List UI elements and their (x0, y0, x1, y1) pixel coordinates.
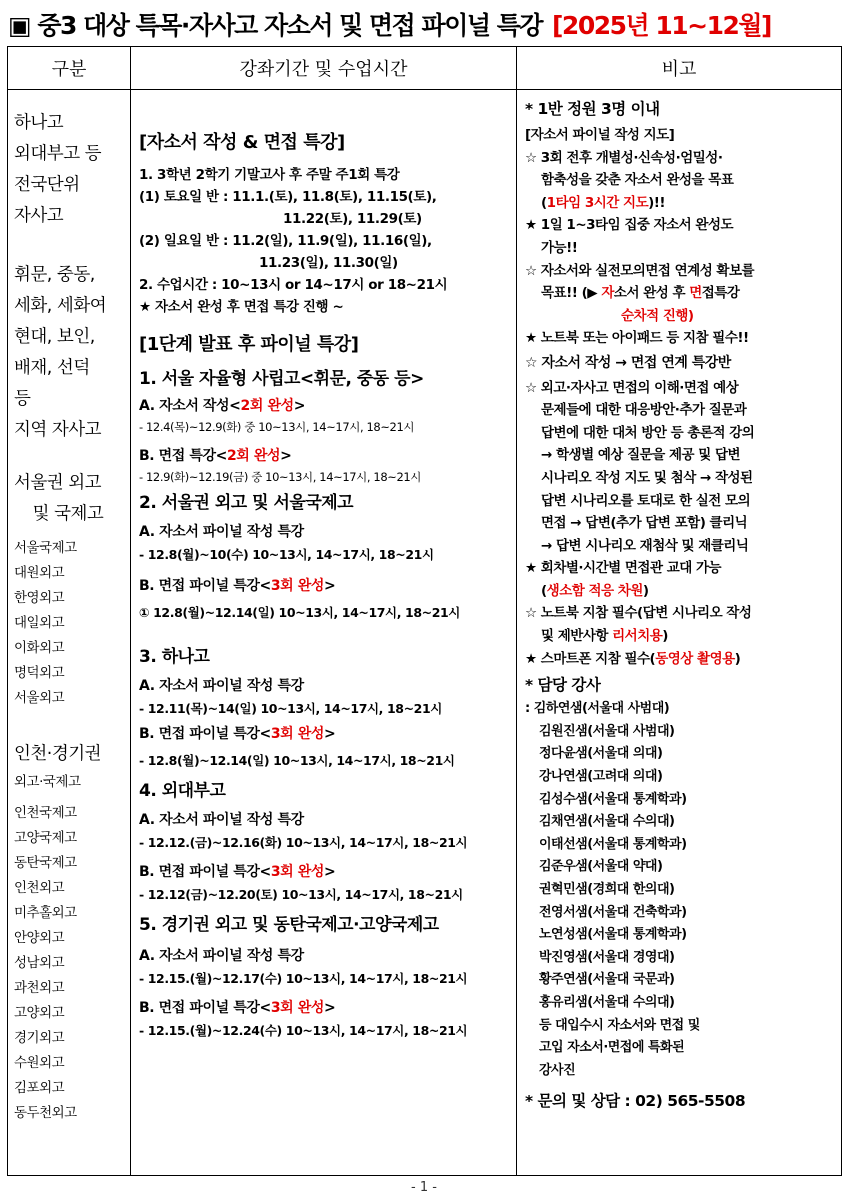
list-item: 미추홀외고 (14, 905, 77, 921)
header-category: 구분 (8, 47, 131, 90)
note-line: [자소서 파이널 작성 지도] (525, 127, 675, 143)
note-line: 답변에 대한 대처 방안 등 총론적 강의 (541, 424, 755, 441)
list-item: 하나고 (14, 113, 64, 133)
course-item: B. 면접 파이널 특강<3회 완성> (139, 864, 336, 880)
list-item: 인천외고 (14, 880, 65, 896)
course-time: - 12.15.(월)~12.17(수) 10~13시, 14~17시, 18~21시 (139, 971, 468, 986)
section-title: [1단계 발표 후 파이널 특강] (139, 334, 359, 355)
note-line: 및 제반사항 리서치용) (541, 628, 668, 645)
course-heading: 5. 경기권 외고 및 동탄국제고·고양국제고 (139, 915, 439, 935)
group-title: 인천·경기권 (14, 744, 102, 764)
note-line: 순차적 진행) (621, 307, 694, 324)
note-line: ☆ 자소서 작성 → 면접 연계 특강반 (525, 354, 731, 371)
course-heading: 3. 하나고 (139, 647, 210, 667)
schedule-line: 11.22(토), 11.29(토) (283, 211, 422, 227)
course-time: - 12.11(목)~14(일) 10~13시, 14~17시, 18~21시 (139, 701, 442, 716)
note-line: ★ 노트북 또는 아이패드 등 지참 필수!! (525, 330, 749, 347)
title-date: [2025년 11~12월] (552, 11, 771, 40)
course-time: - 12.8(월)~10(수) 10~13시, 14~17시, 18~21시 (139, 547, 434, 562)
table-header-row (8, 47, 842, 90)
note-line: ★ 1일 1~3타임 집중 자소서 완성도 (525, 217, 734, 234)
list-item: 전국단위 (14, 175, 80, 195)
teacher-line: 전영서샘(서울대 건축학과) (539, 904, 687, 920)
list-item: 동두천외고 (14, 1105, 77, 1121)
group-incheon-gyeonggi (14, 739, 130, 1126)
note-line: 함축성을 갖춘 자소서 완성을 목표 (541, 172, 734, 189)
note-line: * 담당 강사 (525, 676, 601, 695)
list-item: 경기외고 (14, 1030, 65, 1046)
teacher-line: 홍유리샘(서울대 수의대) (539, 994, 675, 1010)
list-item: 자사고 (14, 206, 64, 226)
course-item: B. 면접 파이널 특강<3회 완성> (139, 578, 336, 594)
group-regional-schools (14, 260, 130, 446)
list-item: 서울국제고 (14, 540, 77, 556)
group-title: 및 국제고 (32, 504, 104, 524)
group-seoul-foreign (14, 468, 130, 711)
schedule-line: (1) 토요일 반 : 11.1.(토), 11.8(토), 11.15(토), (139, 189, 437, 205)
note-line: ☆ 자소서와 실전모의면접 연계성 확보를 (525, 262, 755, 279)
list-item: 현대, 보인, (14, 327, 95, 347)
group-national-schools (14, 108, 130, 232)
group-title: 서울권 외고 (14, 473, 102, 493)
course-item: B. 면접 특강<2회 완성> (139, 448, 292, 464)
course-item: A. 자소서 작성<2회 완성> (139, 398, 306, 414)
list-item: 대일외고 (14, 615, 65, 631)
table-body-row (8, 90, 842, 1176)
list-item: 동탄국제고 (14, 855, 77, 871)
schedule-line: (2) 일요일 반 : 11.2(일), 11.9(일), 11.16(일), (139, 233, 432, 249)
note-line: ★ 스마트폰 지참 필수(동영상 촬영용) (525, 650, 741, 667)
course-time: - 12.4(목)~12.9(화) 중 10~13시, 14~17시, 18~21시 (139, 420, 415, 434)
note-line: (생소함 적응 차원) (541, 582, 649, 599)
schedule-line: 2. 수업시간 : 10~13시 or 14~17시 or 18~21시 (139, 277, 448, 293)
list-item: 고양국제고 (14, 830, 77, 846)
page-number: - 1 - (411, 1180, 437, 1195)
teacher-line: 김원진샘(서울대 사범대) (539, 723, 675, 739)
list-item: 외대부고 등 (14, 144, 102, 164)
schedule-line: 11.23(일), 11.30(일) (259, 255, 398, 271)
course-time: ① 12.8(월)~12.14(일) 10~13시, 14~17시, 18~21시 (139, 605, 460, 620)
list-item: 배재, 선덕 (14, 358, 90, 378)
teacher-line: 권혁민샘(경희대 한의대) (539, 882, 675, 897)
note-line: ☆ 외고·자사고 면접의 이해·면접 예상 (525, 379, 739, 396)
list-item: 이화외고 (14, 640, 65, 656)
list-item: 등 (14, 389, 31, 409)
teacher-line: 김준우샘(서울대 약대) (539, 859, 663, 875)
course-item: A. 자소서 파이널 작성 특강 (139, 948, 304, 964)
teacher-line: : 김하연샘(서울대 사범대) (525, 701, 670, 717)
list-item: 세화, 세화여 (14, 296, 107, 316)
note-line: 가능!! (541, 239, 578, 256)
section-title: [자소서 작성 & 면접 특강] (139, 132, 345, 153)
note-line: → 답변 시나리오 재첨삭 및 재클리닉 (541, 537, 749, 554)
teacher-line: 김채연샘(서울대 수의대) (539, 814, 675, 830)
teacher-line: 정다윤샘(서울대 의대) (539, 746, 663, 762)
note-line: ☆ 3회 전후 개별성·신속성·엄밀성· (525, 149, 723, 166)
list-item: 한영외고 (14, 590, 65, 606)
course-time: - 12.15.(월)~12.24(수) 10~13시, 14~17시, 18~21시 (139, 1023, 468, 1038)
schedule-line: ★ 자소서 완성 후 면접 특강 진행 ~ (139, 299, 344, 315)
course-table (7, 46, 842, 1176)
course-time: - 12.12.(금)~12.16(화) 10~13시, 14~17시, 18~21시 (139, 835, 468, 850)
course-item: B. 면접 파이널 특강<3회 완성> (139, 1000, 336, 1016)
list-item: 서울외고 (14, 690, 65, 706)
teacher-line: 황주연샘(서울대 국문과) (539, 972, 675, 988)
course-time: - 12.9(화)~12.19(금) 중 10~13시, 14~17시, 18~21시 (139, 470, 422, 484)
teacher-line: 강사진 (539, 1062, 576, 1078)
teacher-line: 이태선샘(서울대 통계학과) (539, 836, 687, 852)
course-item: A. 자소서 파이널 작성 특강 (139, 678, 304, 694)
teacher-line: 노연성샘(서울대 통계학과) (539, 927, 687, 943)
notes-cell (517, 90, 842, 1176)
course-heading: 1. 서울 자율형 사립고<휘문, 중동 등> (139, 369, 424, 389)
contact-line: * 문의 및 상담 : 02) 565-5508 (525, 1092, 746, 1111)
note-line: 시나리오 작성 지도 및 첨삭 → 작성된 (541, 469, 753, 486)
course-time: - 12.8(월)~12.14(일) 10~13시, 14~17시, 18~21시 (139, 753, 455, 768)
course-item: A. 자소서 파이널 작성 특강 (139, 812, 304, 828)
teacher-line: 박진영샘(서울대 경영대) (539, 949, 675, 965)
list-item: 휘문, 중동, (14, 265, 95, 285)
note-line: 목표!! (▶ 자소서 완성 후 면접특강 (541, 285, 740, 302)
note-line: * 1반 정원 3명 이내 (525, 100, 660, 118)
course-item: A. 자소서 파이널 작성 특강 (139, 524, 304, 540)
teacher-line: 강나연샘(고려대 의대) (539, 769, 663, 785)
header-schedule: 강좌기간 및 수업시간 (131, 47, 517, 90)
list-item: 고양외고 (14, 1005, 65, 1021)
note-line: 답변 시나리오를 토대로 한 실전 모의 (541, 492, 751, 509)
list-item: 김포외고 (14, 1080, 65, 1096)
note-line: ★ 회차별·시간별 면접관 교대 가능 (525, 560, 722, 577)
list-item: 성남외고 (14, 955, 65, 971)
teacher-line: 고입 자소서·면접에 특화된 (539, 1040, 685, 1056)
group-subtitle: 외고·국제고 (14, 774, 81, 790)
list-item: 인천국제고 (14, 805, 77, 821)
teacher-line: 등 대입수시 자소서와 면접 및 (539, 1017, 700, 1033)
note-line: ☆ 노트북 지참 필수(답변 시나리오 작성 (525, 605, 752, 622)
list-item: 수원외고 (14, 1055, 65, 1071)
category-cell (8, 90, 131, 1176)
page-header (8, 4, 840, 44)
course-item: B. 면접 파이널 특강<3회 완성> (139, 726, 336, 742)
page-title: ▣ 중3 대상 특목·자사고 자소서 및 면접 파이널 특강 (8, 11, 542, 40)
course-time: - 12.12(금)~12.20(토) 10~13시, 14~17시, 18~21시 (139, 887, 463, 902)
note-line: → 학생별 예상 질문을 제공 및 답변 (541, 447, 741, 464)
header-notes: 비고 (517, 47, 842, 90)
note-line: (1타임 3시간 지도)!! (541, 194, 666, 211)
course-heading: 2. 서울권 외고 및 서울국제고 (139, 493, 354, 513)
list-item: 지역 자사고 (14, 420, 102, 440)
course-heading: 4. 외대부고 (139, 781, 226, 801)
schedule-line: 1. 3학년 2학기 기말고사 후 주말 주1회 특강 (139, 167, 400, 183)
note-line: 문제들에 대한 대응방안·추가 질문과 (541, 402, 747, 419)
schedule-cell (131, 90, 517, 1176)
list-item: 명덕외고 (14, 665, 65, 681)
list-item: 대원외고 (14, 565, 65, 581)
list-item: 과천외고 (14, 980, 65, 996)
list-item: 안양외고 (14, 930, 65, 946)
teacher-line: 김성수샘(서울대 통계학과) (539, 791, 687, 807)
note-line: 면접 → 답변(추가 답변 포함) 클리닉 (541, 515, 748, 532)
